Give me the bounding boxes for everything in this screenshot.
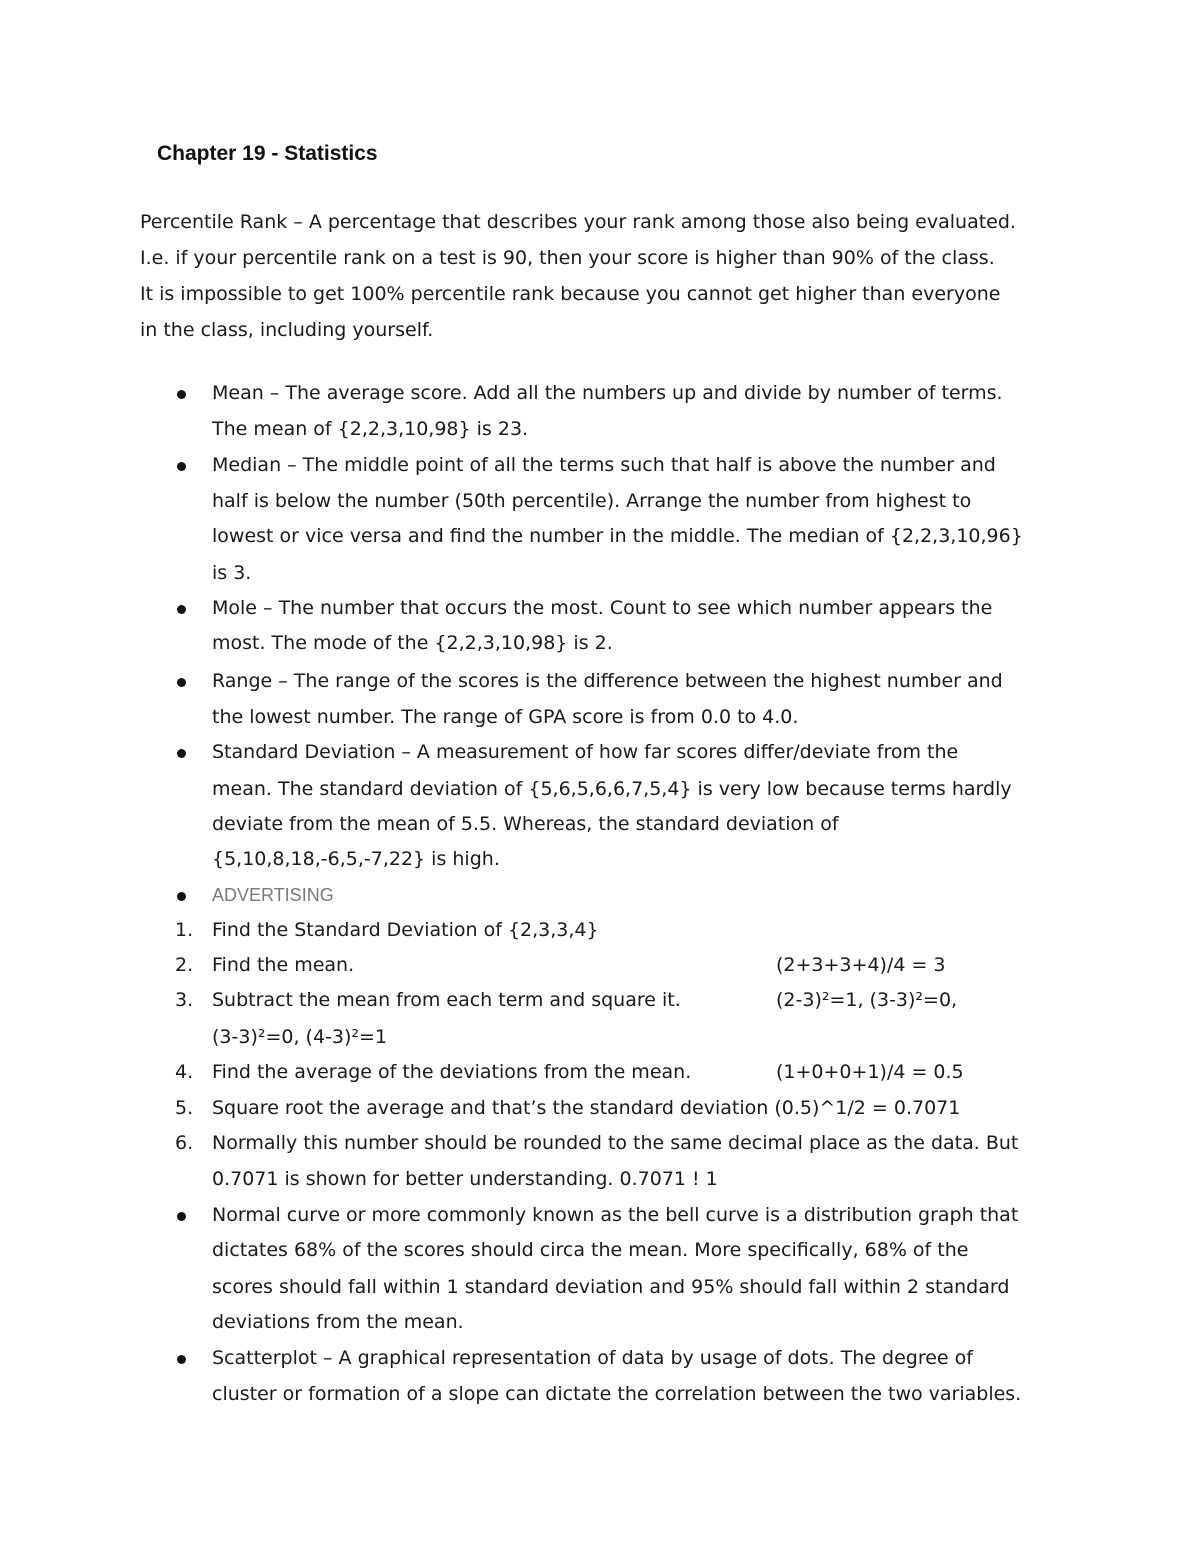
intro-line: I.e. if your percentile rank on a test is 90, then your score is higher than 90% of the class.	[140, 247, 995, 269]
stdev-line: Standard Deviation – A measurement of how far scores differ/deviate from the	[212, 741, 959, 763]
chapter-title: Chapter 19 - Statistics	[157, 142, 378, 165]
intro-line: in the class, including yourself.	[140, 319, 434, 341]
bullet-icon	[177, 462, 186, 471]
step-number: 2.	[175, 954, 194, 976]
bullet-icon	[177, 390, 186, 399]
bullet-icon	[177, 892, 186, 901]
bullet-icon	[177, 678, 186, 687]
scatter-line: Scatterplot – A graphical representation of data by usage of dots. The degree of	[212, 1347, 973, 1369]
step-text: Find the average of the deviations from the mean.	[212, 1061, 692, 1083]
step-text: Find the Standard Deviation of {2,3,3,4}	[212, 919, 599, 941]
step-text: Find the mean.	[212, 954, 355, 976]
mean-line: Mean – The average score. Add all the numbers up and divide by number of terms.	[212, 382, 1003, 404]
step-text: Square root the average and that’s the standard deviation (0.5)^1/2 = 0.7071	[212, 1097, 961, 1119]
mode-line: most. The mode of the {2,2,3,10,98} is 2.	[212, 632, 613, 654]
bullet-icon	[177, 1212, 186, 1221]
bullet-icon	[177, 749, 186, 758]
normal-line: Normal curve or more commonly known as the bell curve is a distribution graph that	[212, 1204, 1019, 1226]
step-number: 3.	[175, 989, 194, 1011]
step-number: 6.	[175, 1132, 194, 1154]
median-line: half is below the number (50th percentile). Arrange the number from highest to	[212, 490, 972, 512]
advertising-label: ADVERTISING	[212, 885, 334, 905]
scatter-line: cluster or formation of a slope can dictate the correlation between the two variables.	[212, 1383, 1022, 1405]
bullet-icon	[177, 605, 186, 614]
range-line: the lowest number. The range of GPA score is from 0.0 to 4.0.	[212, 706, 799, 728]
intro-line: Percentile Rank – A percentage that describes your rank among those also being evaluated.	[140, 211, 1016, 233]
step-number: 4.	[175, 1061, 194, 1083]
step-number: 5.	[175, 1097, 194, 1119]
step-result: (1+0+0+1)/4 = 0.5	[776, 1061, 964, 1083]
mean-line: The mean of {2,2,3,10,98} is 23.	[212, 418, 529, 440]
bullet-icon	[177, 1355, 186, 1364]
step-text: Subtract the mean from each term and square it.	[212, 989, 681, 1011]
mode-line: Mole – The number that occurs the most. Count to see which number appears the	[212, 597, 993, 619]
median-line: is 3.	[212, 562, 252, 584]
step-text: 0.7071 is shown for better understanding. 0.7071 ! 1	[212, 1168, 718, 1190]
step-number: 1.	[175, 919, 194, 941]
median-line: Median – The middle point of all the terms such that half is above the number and	[212, 454, 996, 476]
step-text: Normally this number should be rounded to the same decimal place as the data. But	[212, 1132, 1019, 1154]
range-line: Range – The range of the scores is the difference between the highest number and	[212, 670, 1003, 692]
median-line: lowest or vice versa and find the number in the middle. The median of {2,2,3,10,96}	[212, 525, 1023, 547]
intro-line: It is impossible to get 100% percentile rank because you cannot get higher than everyone	[140, 283, 1001, 305]
normal-line: scores should fall within 1 standard deviation and 95% should fall within 2 standard	[212, 1276, 1010, 1298]
step-text: (3-3)²=0, (4-3)²=1	[212, 1026, 388, 1048]
normal-line: deviations from the mean.	[212, 1311, 464, 1333]
step-result: (2-3)²=1, (3-3)²=0,	[776, 989, 958, 1011]
normal-line: dictates 68% of the scores should circa the mean. More specifically, 68% of the	[212, 1239, 969, 1261]
step-result: (2+3+3+4)/4 = 3	[776, 954, 946, 976]
stdev-line: mean. The standard deviation of {5,6,5,6,6,7,5,4} is very low because terms hardly	[212, 778, 1012, 800]
stdev-line: {5,10,8,18,-6,5,-7,22} is high.	[212, 848, 500, 870]
stdev-line: deviate from the mean of 5.5. Whereas, the standard deviation of	[212, 813, 839, 835]
